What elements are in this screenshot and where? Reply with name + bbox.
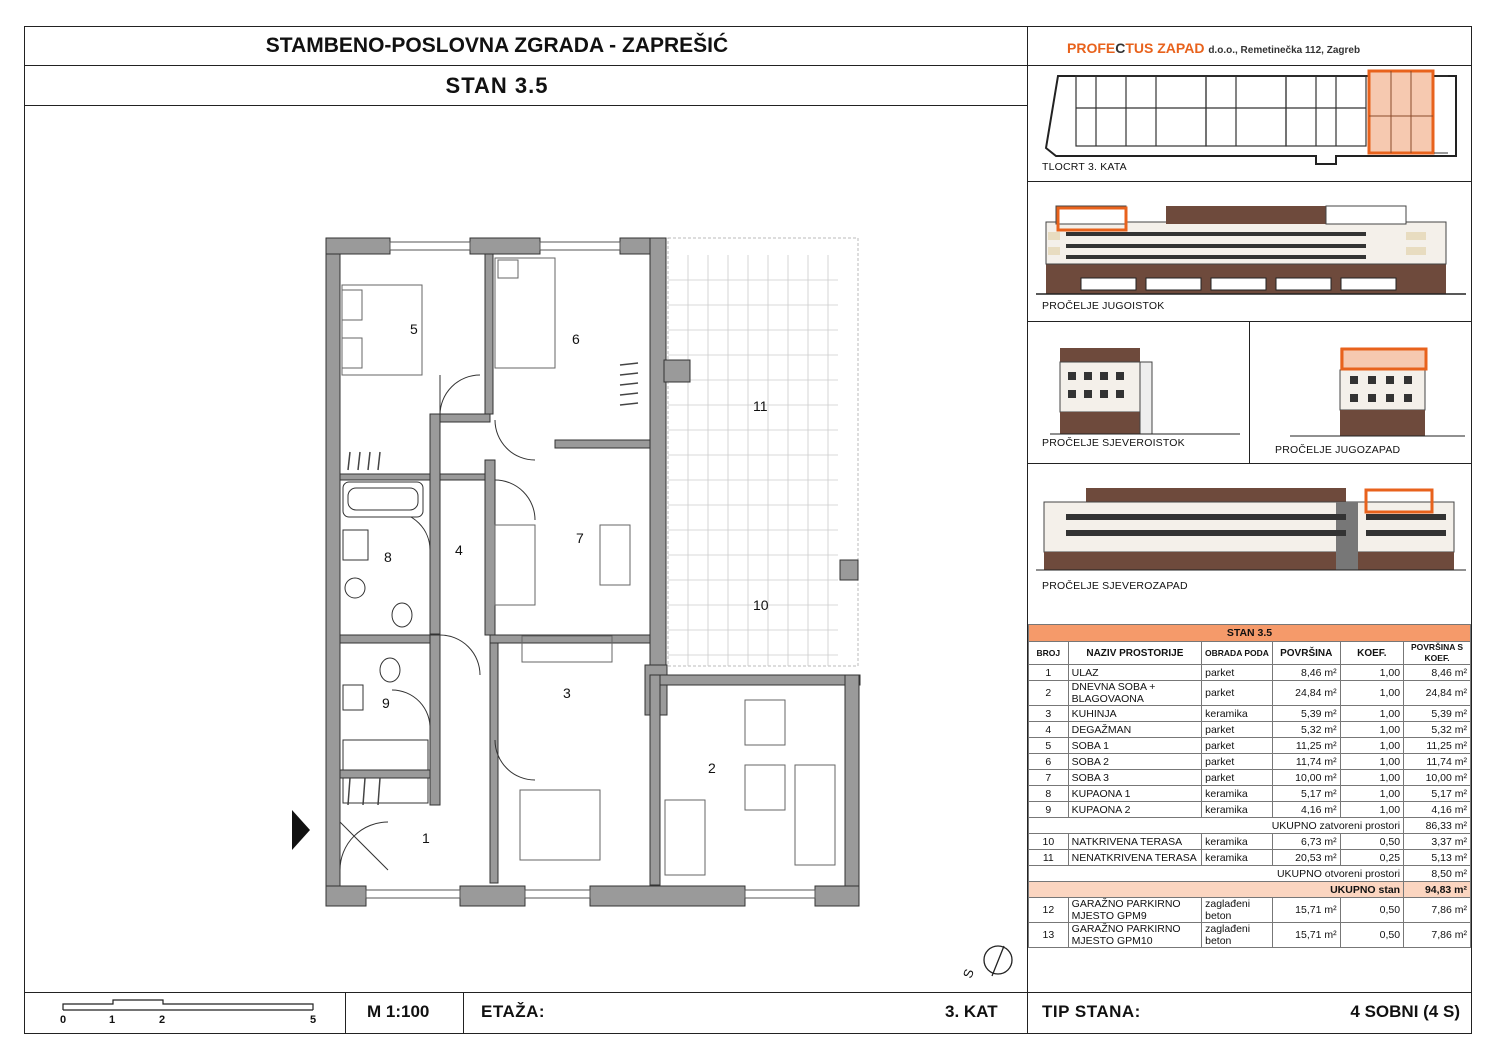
divider-views-1 [1028,181,1472,182]
cell-name: KUHINJA [1068,706,1201,722]
cell-floor: zaglađeni beton [1202,898,1273,923]
cell-coef: 1,00 [1340,681,1404,706]
cell-no: 13 [1029,923,1069,948]
cell-total: 5,13 m² [1404,850,1471,866]
cell-floor: parket [1202,770,1273,786]
room-table [1028,624,1471,948]
floor-value: 3. KAT [945,1002,998,1021]
divider-title [24,105,1028,106]
label-facade-sw: PROČELJE JUGOZAPAD [1275,444,1401,456]
divider-footer [24,992,1472,993]
company-suffix: TUS ZAPAD [1125,40,1205,56]
subtotal-open-label: UKUPNO otvoreni prostori [1029,866,1404,882]
cell-name: ULAZ [1068,665,1201,681]
cell-name: DEGAŽMAN [1068,722,1201,738]
table-row [1029,754,1471,770]
entrance-arrow [292,810,310,850]
divider-views-v [1249,321,1250,463]
cell-name: KUPAONA 2 [1068,802,1201,818]
table-row [1029,850,1471,866]
cell-name: NATKRIVENA TERASA [1068,834,1201,850]
building-title: STAMBENO-POSLOVNA ZGRADA - ZAPREŠIĆ [265,34,729,57]
cell-area: 5,39 m² [1272,706,1340,722]
cell-coef: 1,00 [1340,802,1404,818]
cell-total: 5,17 m² [1404,786,1471,802]
room-label-6: 6 [572,331,580,347]
cell-coef: 1,00 [1340,706,1404,722]
cell-coef: 1,00 [1340,722,1404,738]
scale-bar [55,996,325,1020]
table-row [1029,898,1471,923]
label-facade-nw: PROČELJE SJEVEROZAPAD [1042,580,1188,592]
cell-total: 5,32 m² [1404,722,1471,738]
cell-floor: parket [1202,681,1273,706]
table-row [1029,770,1471,786]
footer-divider-1 [345,992,346,1034]
table-row [1029,681,1471,706]
cell-no: 7 [1029,770,1069,786]
divider-top [24,65,1472,66]
col-coef: KOEF. [1340,642,1404,665]
cell-total: 11,74 m² [1404,754,1471,770]
table-row [1029,738,1471,754]
floor-plan-thumbnail [1036,68,1466,168]
cell-coef: 0,50 [1340,898,1404,923]
table-row [1029,923,1471,948]
col-area: POVRŠINA [1272,642,1340,665]
cell-total: 4,16 m² [1404,802,1471,818]
cell-coef: 0,50 [1340,834,1404,850]
cell-area: 10,00 m² [1272,770,1340,786]
subtotal-open-value: 8,50 m² [1404,866,1471,882]
cell-area: 11,74 m² [1272,754,1340,770]
cell-area: 5,17 m² [1272,786,1340,802]
cell-name: SOBA 2 [1068,754,1201,770]
cell-coef: 1,00 [1340,786,1404,802]
cell-total: 11,25 m² [1404,738,1471,754]
subtotal-closed-value: 86,33 m² [1404,818,1471,834]
room-label-3: 3 [563,685,571,701]
cell-name: SOBA 3 [1068,770,1201,786]
col-no: BROJ [1029,642,1069,665]
cell-no: 9 [1029,802,1069,818]
cell-area: 15,71 m² [1272,898,1340,923]
cell-area: 6,73 m² [1272,834,1340,850]
cell-total: 7,86 m² [1404,898,1471,923]
facade-northeast [1050,340,1240,438]
cell-no: 11 [1029,850,1069,866]
cell-name: DNEVNA SOBA + BLAGOVAONA [1068,681,1201,706]
facade-southwest [1290,340,1465,440]
total-value: 94,83 m² [1404,882,1471,898]
table-title: STAN 3.5 [1029,625,1471,642]
room-label-1: 1 [422,830,430,846]
subtotal-closed-label: UKUPNO zatvoreni prostori [1029,818,1404,834]
cell-total: 5,39 m² [1404,706,1471,722]
cell-floor: keramika [1202,802,1273,818]
company-address: d.o.o., Remetinečka 112, Zagreb [1208,45,1361,56]
cell-no: 1 [1029,665,1069,681]
room-label-11: 11 [753,398,768,414]
cell-area: 15,71 m² [1272,923,1340,948]
cell-floor: keramika [1202,706,1273,722]
cell-name: SOBA 1 [1068,738,1201,754]
cell-no: 8 [1029,786,1069,802]
col-total: POVRŠINA S KOEF. [1404,642,1471,665]
cell-floor: parket [1202,665,1273,681]
table-row [1029,722,1471,738]
cell-coef: 0,50 [1340,923,1404,948]
cell-area: 24,84 m² [1272,681,1340,706]
room-label-8: 8 [384,549,392,565]
cell-area: 5,32 m² [1272,722,1340,738]
cell-coef: 0,25 [1340,850,1404,866]
cell-coef: 1,00 [1340,738,1404,754]
room-label-10: 10 [753,597,769,613]
apartment-type-label: TIP STANA: [1042,1002,1141,1021]
table-row [1029,665,1471,681]
company-highlight: C [1115,40,1126,56]
cell-floor: keramika [1202,850,1273,866]
cell-total: 10,00 m² [1404,770,1471,786]
room-label-5: 5 [410,321,418,337]
apartment-floor-plan [290,230,880,920]
scale-text: M 1:100 [367,1002,430,1021]
cell-floor: parket [1202,722,1273,738]
north-label: S [959,966,977,981]
apartment-title: STAN 3.5 [445,73,549,98]
cell-area: 11,25 m² [1272,738,1340,754]
cell-coef: 1,00 [1340,754,1404,770]
cell-no: 4 [1029,722,1069,738]
cell-no: 2 [1029,681,1069,706]
company-prefix: PROFE [1067,40,1116,56]
col-name: NAZIV PROSTORIJE [1068,642,1201,665]
table-row [1029,706,1471,722]
cell-name: KUPAONA 1 [1068,786,1201,802]
scale-tick-5: 5 [310,1014,317,1026]
total-label: UKUPNO stan [1029,882,1404,898]
cell-area: 4,16 m² [1272,802,1340,818]
divider-views-2 [1028,321,1472,322]
facade-northwest [1036,484,1466,574]
facade-southeast [1036,192,1466,300]
cell-coef: 1,00 [1340,770,1404,786]
label-facade-se: PROČELJE JUGOISTOK [1042,300,1165,312]
cell-floor: keramika [1202,786,1273,802]
table-row [1029,834,1471,850]
room-label-7: 7 [576,530,584,546]
cell-floor: zaglađeni beton [1202,923,1273,948]
room-label-9: 9 [382,695,390,711]
cell-name: GARAŽNO PARKIRNO MJESTO GPM10 [1068,923,1201,948]
cell-no: 12 [1029,898,1069,923]
room-label-4: 4 [455,542,463,558]
apartment-type-value: 4 SOBNI (4 S) [1350,1002,1460,1021]
cell-no: 3 [1029,706,1069,722]
company-name [1067,40,1467,56]
cell-floor: parket [1202,738,1273,754]
scale-tick-2: 2 [159,1014,166,1026]
label-floor-plan: TLOCRT 3. KATA [1042,161,1127,173]
cell-name: GARAŽNO PARKIRNO MJESTO GPM9 [1068,898,1201,923]
cell-floor: keramika [1202,834,1273,850]
cell-no: 6 [1029,754,1069,770]
cell-no: 10 [1029,834,1069,850]
cell-total: 7,86 m² [1404,923,1471,948]
table-row [1029,786,1471,802]
cell-area: 8,46 m² [1272,665,1340,681]
cell-total: 24,84 m² [1404,681,1471,706]
scale-tick-1: 1 [109,1014,116,1026]
label-facade-ne: PROČELJE SJEVEROISTOK [1042,437,1185,449]
footer-divider-2 [463,992,464,1034]
room-label-2: 2 [708,760,716,776]
table-row [1029,802,1471,818]
cell-no: 5 [1029,738,1069,754]
scale-tick-0: 0 [60,1014,67,1026]
divider-views-3 [1028,463,1472,464]
col-floor: OBRADA PODA [1202,642,1273,665]
floor-label: ETAŽA: [481,1002,546,1021]
cell-floor: parket [1202,754,1273,770]
cell-coef: 1,00 [1340,665,1404,681]
cell-total: 3,37 m² [1404,834,1471,850]
cell-name: NENATKRIVENA TERASA [1068,850,1201,866]
cell-area: 20,53 m² [1272,850,1340,866]
cell-total: 8,46 m² [1404,665,1471,681]
